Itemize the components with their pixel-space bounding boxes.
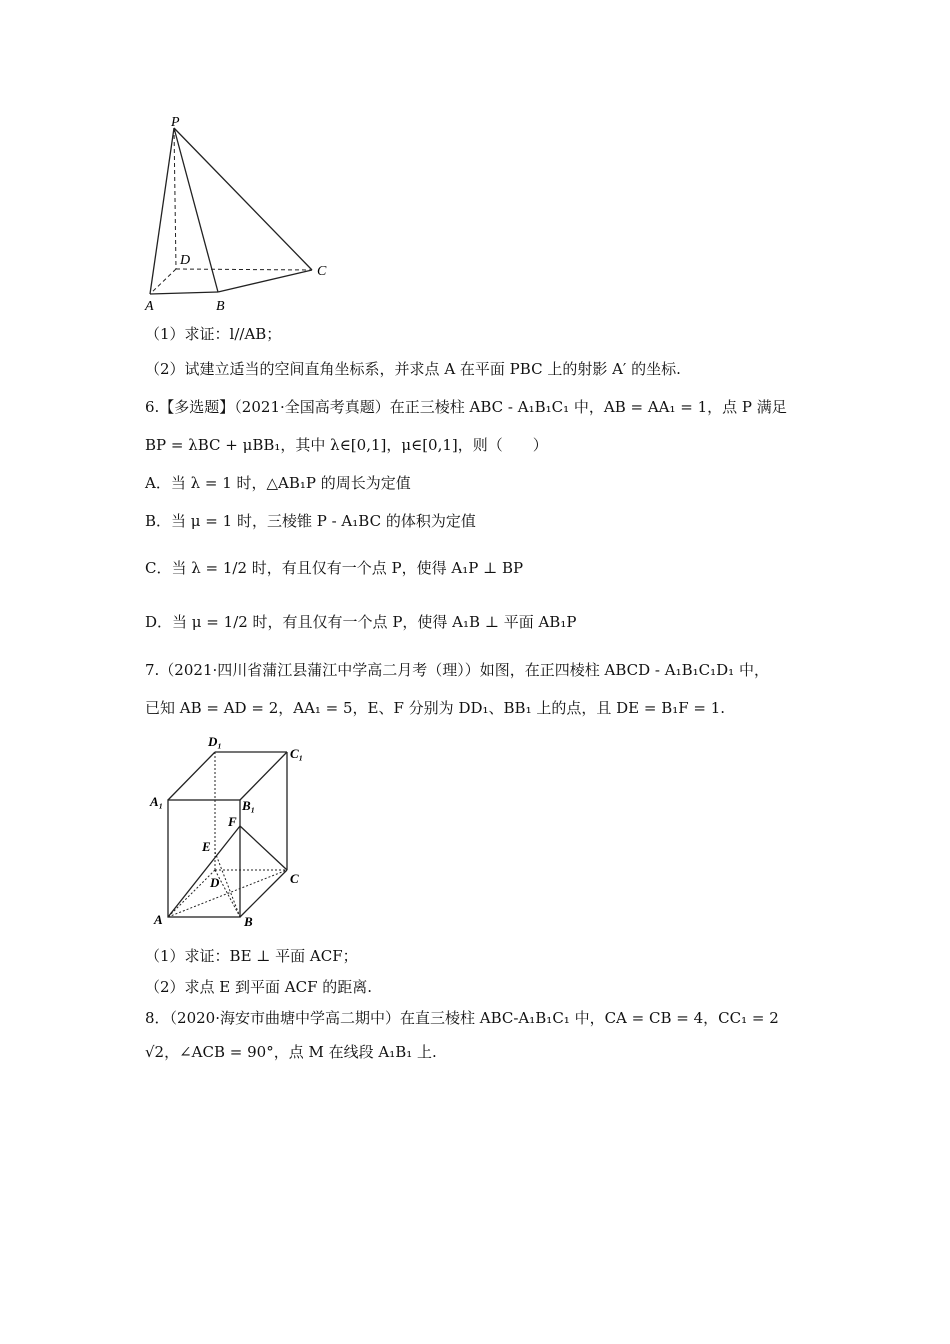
label-E: E: [202, 839, 211, 854]
label-A1: A₁: [150, 794, 164, 809]
q8-stem-line1: 8．（2020·海安市曲塘中学高二期中）在直三棱柱 ABC-A₁B₁C₁ 中，CA = CB = 4，CC₁ = 2: [145, 1009, 779, 1027]
prism-figure: [140, 730, 320, 930]
q6-option-c: C．当 λ = 1/2 时，有且仅有一个点 P，使得 A₁P ⊥ BP: [145, 559, 524, 577]
q6-option-b: B．当 μ = 1 时，三棱锥 P - A₁BC 的体积为定值: [145, 512, 476, 530]
q6-stem-line2: BP = λBC + μBB₁，其中 λ∈[0,1]，μ∈[0,1]，则（ ）: [145, 436, 548, 454]
q6-option-a: A．当 λ = 1 时，△AB₁P 的周长为定值: [145, 474, 411, 492]
q5-part1: （1）求证：l//AB；: [145, 325, 282, 343]
q7-part1: （1）求证：BE ⊥ 平面 ACF；: [145, 947, 358, 965]
label-D: D: [180, 253, 191, 268]
label-P: P: [171, 115, 180, 130]
q7-stem-line2: 已知 AB = AD = 2，AA₁ = 5，E、F 分别为 DD₁、BB₁ 上的点，且 DE = B₁F = 1.: [145, 699, 726, 717]
pyramid-figure: [140, 112, 340, 317]
label-B: B: [244, 914, 253, 929]
label-A: A: [154, 912, 163, 927]
label-C: C: [317, 264, 327, 279]
label-B: B: [216, 299, 225, 314]
label-C: C: [290, 871, 299, 886]
label-A: A: [145, 299, 154, 314]
label-B1: B₁: [242, 798, 256, 813]
label-D: D: [210, 875, 220, 890]
label-C1: C₁: [290, 746, 304, 761]
q7-part2: （2）求点 E 到平面 ACF 的距离.: [145, 978, 373, 996]
label-F: F: [228, 814, 237, 829]
q8-stem-line2: √2，∠ACB = 90°，点 M 在线段 A₁B₁ 上.: [145, 1043, 437, 1061]
q7-stem-line1: 7.（2021·四川省蒲江县蒲江中学高二月考（理））如图，在正四棱柱 ABCD - A₁B₁C₁D₁ 中，: [145, 661, 769, 679]
q6-option-d: D．当 μ = 1/2 时，有且仅有一个点 P，使得 A₁B ⊥ 平面 AB₁P: [145, 613, 577, 631]
label-D1: D₁: [208, 734, 222, 749]
q5-part2: （2）试建立适当的空间直角坐标系，并求点 A 在平面 PBC 上的射影 A′ 的坐标.: [145, 360, 681, 378]
q6-stem-line1: 6.【多选题】（2021·全国高考真题）在正三棱柱 ABC - A₁B₁C₁ 中，AB = AA₁ = 1，点 P 满足: [145, 398, 787, 416]
